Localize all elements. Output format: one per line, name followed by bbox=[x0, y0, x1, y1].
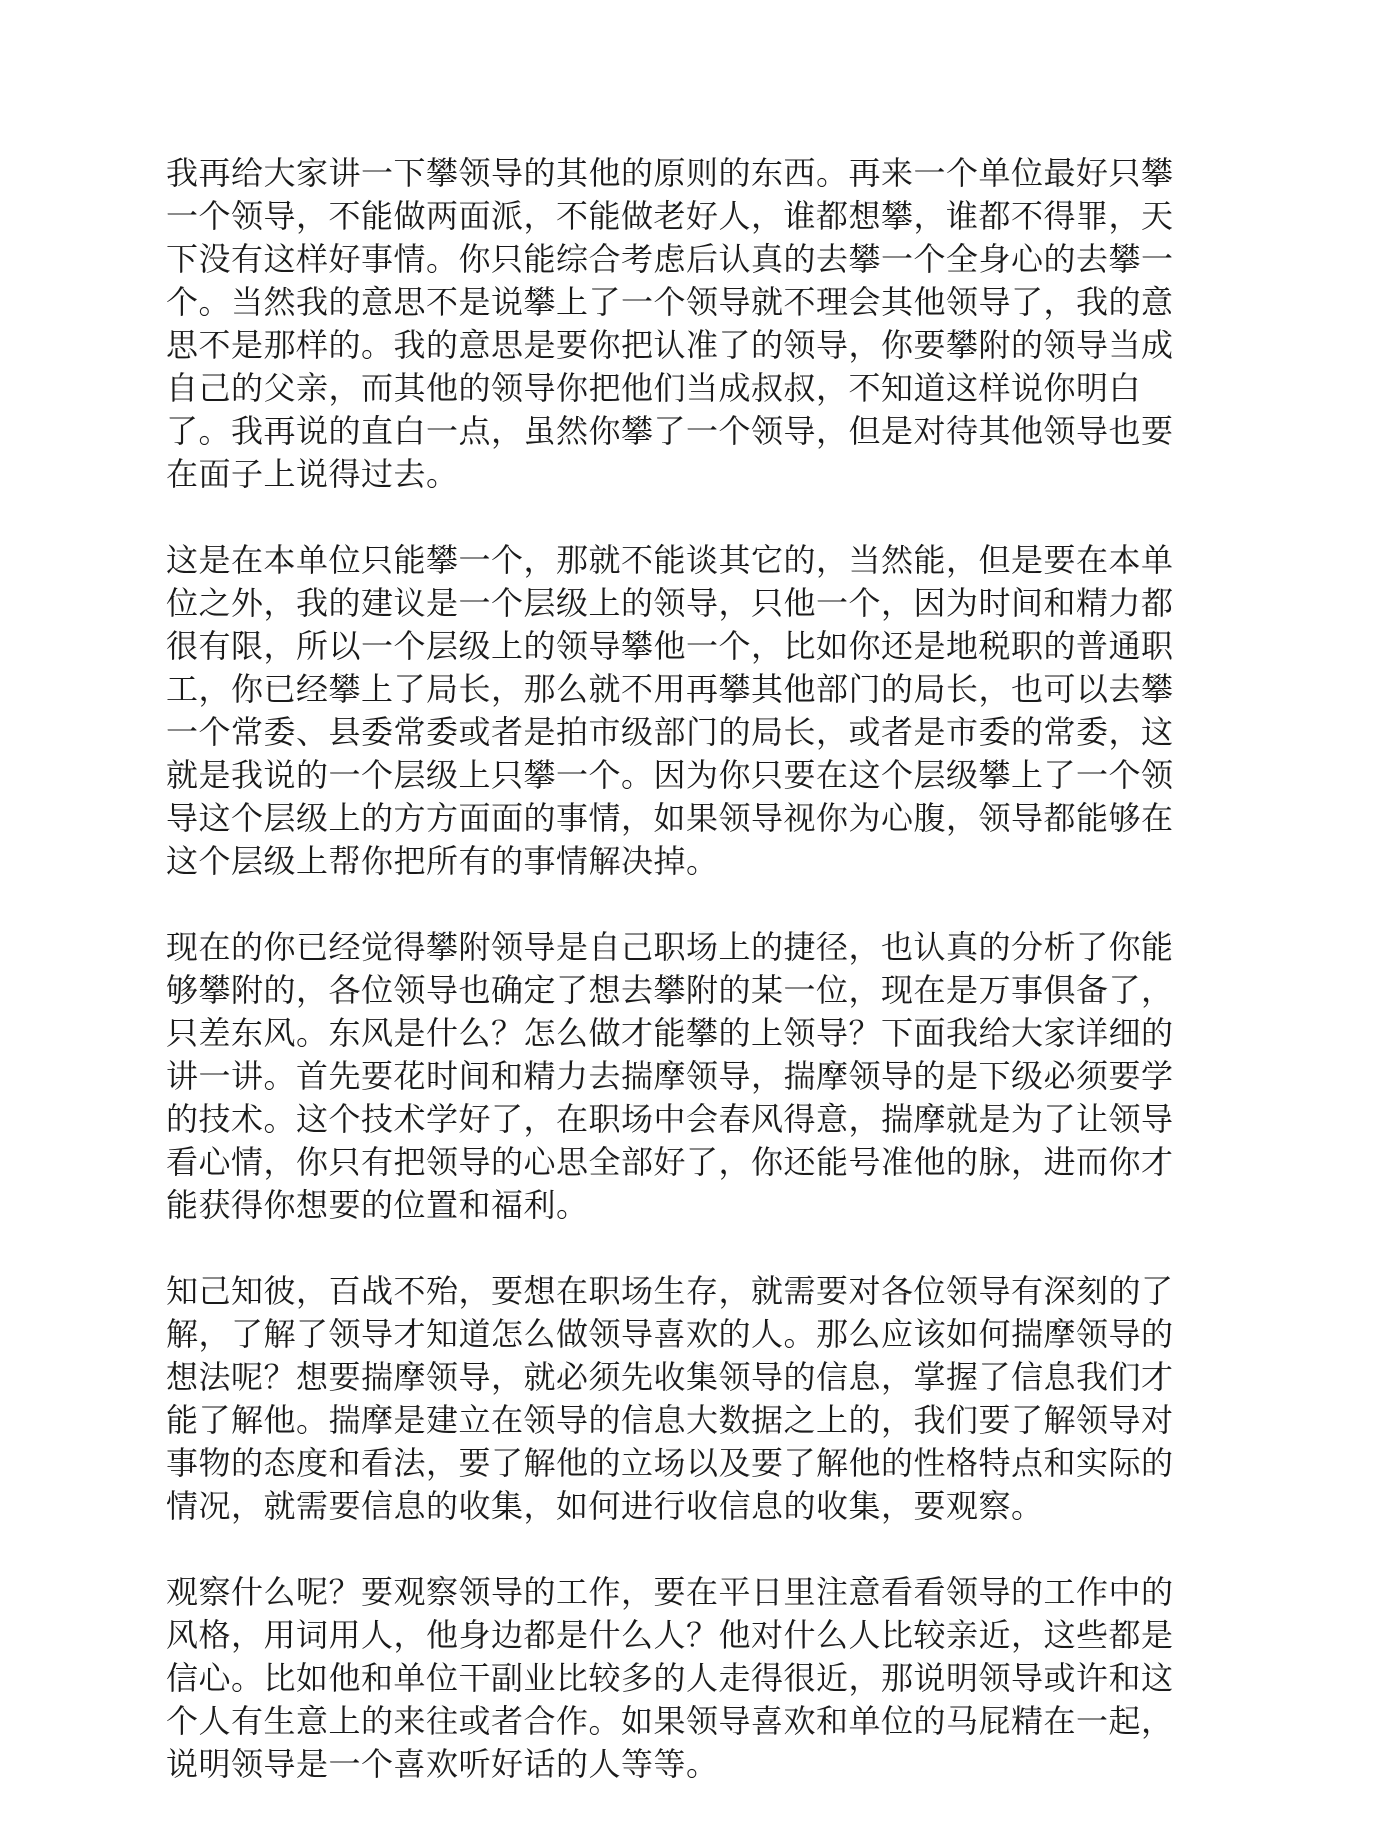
text-line: 自己的父亲，而其他的领导你把他们当成叔叔，不知道这样说你明白 bbox=[166, 369, 1142, 407]
text-line: 思不是那样的。我的意思是要你把认准了的领导，你要攀附的领导当成 bbox=[166, 326, 1174, 364]
text-line: 一个常委、县委常委或者是拍市级部门的局长，或者是市委的常委，这 bbox=[166, 713, 1174, 751]
paragraph-5 bbox=[166, 1571, 1226, 1786]
text-line: 说明领导是一个喜欢听好话的人等等。 bbox=[166, 1745, 719, 1783]
paragraph-2 bbox=[166, 539, 1226, 883]
text-line: 一个领导，不能做两面派，不能做老好人，谁都想攀，谁都不得罪，天 bbox=[166, 197, 1174, 235]
text-line: 看心情，你只有把领导的心思全部好了，你还能号准他的脉，进而你才 bbox=[166, 1143, 1174, 1181]
paragraph-4 bbox=[166, 1270, 1226, 1528]
text-line: 这个层级上帮你把所有的事情解决掉。 bbox=[166, 842, 719, 880]
text-line: 能获得你想要的位置和福利。 bbox=[166, 1186, 589, 1224]
text-line: 在面子上说得过去。 bbox=[166, 455, 459, 493]
text-line: 工，你已经攀上了局长，那么就不用再攀其他部门的局长，也可以去攀 bbox=[166, 670, 1174, 708]
text-line: 风格，用词用人，他身边都是什么人？他对什么人比较亲近，这些都是 bbox=[166, 1616, 1174, 1654]
text-line: 很有限，所以一个层级上的领导攀他一个，比如你还是地税职的普通职 bbox=[166, 627, 1174, 665]
text-line: 能了解他。揣摩是建立在领导的信息大数据之上的，我们要了解领导对 bbox=[166, 1401, 1174, 1439]
text-line: 位之外，我的建议是一个层级上的领导，只他一个，因为时间和精力都 bbox=[166, 584, 1174, 622]
text-line: 现在的你已经觉得攀附领导是自己职场上的捷径，也认真的分析了你能 bbox=[166, 928, 1174, 966]
text-line: 了。我再说的直白一点，虽然你攀了一个领导，但是对待其他领导也要 bbox=[166, 412, 1174, 450]
text-line: 想法呢？想要揣摩领导，就必须先收集领导的信息，掌握了信息我们才 bbox=[166, 1358, 1174, 1396]
paragraph-3 bbox=[166, 926, 1226, 1227]
text-line: 讲一讲。首先要花时间和精力去揣摩领导，揣摩领导的是下级必须要学 bbox=[166, 1057, 1174, 1095]
text-line: 事物的态度和看法，要了解他的立场以及要了解他的性格特点和实际的 bbox=[166, 1444, 1174, 1482]
text-line: 观察什么呢？要观察领导的工作，要在平日里注意看看领导的工作中的 bbox=[166, 1573, 1174, 1611]
text-line: 这是在本单位只能攀一个，那就不能谈其它的，当然能，但是要在本单 bbox=[166, 541, 1174, 579]
text-line: 知己知彼，百战不殆，要想在职场生存，就需要对各位领导有深刻的了 bbox=[166, 1272, 1174, 1310]
text-line: 我再给大家讲一下攀领导的其他的原则的东西。再来一个单位最好只攀 bbox=[166, 154, 1174, 192]
text-line: 就是我说的一个层级上只攀一个。因为你只要在这个层级攀上了一个领 bbox=[166, 756, 1174, 794]
text-line: 的技术。这个技术学好了，在职场中会春风得意，揣摩就是为了让领导 bbox=[166, 1100, 1174, 1138]
text-line: 下没有这样好事情。你只能综合考虑后认真的去攀一个全身心的去攀一 bbox=[166, 240, 1174, 278]
text-line: 个人有生意上的来往或者合作。如果领导喜欢和单位的马屁精在一起， bbox=[166, 1702, 1174, 1740]
text-line: 信心。比如他和单位干副业比较多的人走得很近，那说明领导或许和这 bbox=[166, 1659, 1174, 1697]
text-line: 只差东风。东风是什么？怎么做才能攀的上领导？下面我给大家详细的 bbox=[166, 1014, 1174, 1052]
paragraph-1 bbox=[166, 152, 1226, 496]
text-line: 导这个层级上的方方面面的事情，如果领导视你为心腹，领导都能够在 bbox=[166, 799, 1174, 837]
text-line: 解，了解了领导才知道怎么做领导喜欢的人。那么应该如何揣摩领导的 bbox=[166, 1315, 1174, 1353]
document-body bbox=[166, 152, 1226, 1829]
text-line: 情况，就需要信息的收集，如何进行收信息的收集，要观察。 bbox=[166, 1487, 1044, 1525]
text-line: 够攀附的，各位领导也确定了想去攀附的某一位，现在是万事俱备了， bbox=[166, 971, 1174, 1009]
text-line: 个。当然我的意思不是说攀上了一个领导就不理会其他领导了，我的意 bbox=[166, 283, 1174, 321]
